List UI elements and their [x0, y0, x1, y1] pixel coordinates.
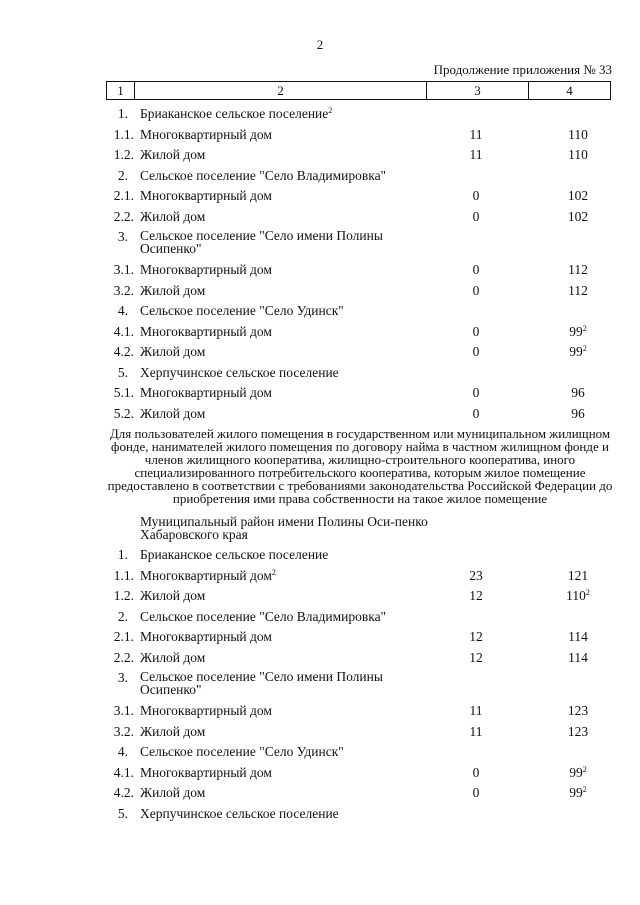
page-number: 2: [316, 37, 324, 52]
row-name-text: Жилой дом: [140, 723, 206, 739]
row-name: [140, 229, 420, 255]
row-name: [140, 744, 344, 760]
table-row: [0, 260, 640, 281]
row-name-text: Многоквартирный дом: [140, 567, 272, 583]
row-number: 1.1.: [113, 567, 134, 583]
footnote-mark: 2: [271, 567, 276, 577]
row-number: 1.: [117, 547, 128, 562]
tariff-table-body: [0, 104, 640, 824]
table-row: [0, 145, 640, 166]
value-col-4: [528, 385, 628, 401]
value-col-3: 12: [469, 588, 483, 603]
row-number: 5.2.: [113, 405, 134, 421]
value-col-4: [528, 629, 628, 645]
appendix-label: Продолжение приложения № 33: [433, 62, 612, 77]
value-col-4: [528, 765, 628, 781]
row-number: 3.: [117, 229, 128, 244]
row-number: 4.: [117, 744, 128, 759]
table-row: [0, 627, 640, 648]
row-number: 1.: [117, 106, 128, 121]
row-name-text: Сельское поселение "Село имени Полины Осипенко": [140, 228, 383, 256]
table-row: [0, 783, 640, 804]
row-name-text: Жилой дом: [140, 785, 206, 800]
value-col-4: [528, 406, 628, 422]
value-col-4: [528, 568, 628, 584]
value-col-4: [528, 209, 628, 225]
row-name: [140, 168, 386, 184]
table-row: [0, 722, 640, 743]
footnote-mark: 2: [582, 344, 587, 353]
table-row: [0, 125, 640, 146]
row-name: [140, 303, 344, 319]
row-name-text: Сельское поселение "Село Владимировка": [140, 608, 387, 624]
row-name-text: Сельское поселение "Село Владимировка": [140, 167, 387, 183]
section-row: [0, 607, 640, 628]
value-col-4-text: 112: [568, 262, 588, 277]
row-name-text: Многоквартирный дом: [140, 764, 272, 780]
row-name-text: Жилой дом: [140, 147, 206, 162]
value-col-4: [528, 344, 628, 360]
column-header-table: [106, 81, 611, 100]
footnote-mark: 2: [328, 106, 333, 115]
table-row: [0, 186, 640, 207]
row-name-text: Многоквартирный дом: [140, 262, 272, 277]
row-name: [140, 283, 205, 299]
row-number: 4.1.: [113, 764, 134, 780]
row-number: 2.1.: [113, 629, 134, 644]
row-number: 1.1.: [113, 126, 134, 142]
value-col-4-text: 99: [569, 344, 583, 359]
row-name-text: Многоквартирный дом: [140, 188, 272, 203]
row-number: 3.2.: [113, 723, 134, 739]
row-name-text: Многоквартирный дом: [140, 323, 272, 339]
column-header-4: 4: [529, 82, 611, 100]
value-col-4-text: 121: [567, 567, 589, 583]
value-col-4-text: 114: [568, 649, 588, 665]
row-name: [140, 568, 276, 584]
row-name: [140, 344, 205, 360]
value-col-4: [528, 650, 628, 666]
row-name: [140, 127, 272, 143]
column-header-3: 3: [427, 82, 529, 100]
value-col-4-text: 114: [568, 629, 588, 644]
value-col-3: 23: [469, 567, 483, 583]
column-header-1: 1: [107, 82, 135, 100]
footnote-mark: 2: [582, 764, 587, 774]
value-col-4-text: 110: [568, 147, 588, 162]
row-number: 4.1.: [113, 323, 134, 339]
value-col-3: 0: [472, 188, 480, 203]
table-row: [0, 404, 640, 425]
value-col-3: 11: [469, 147, 483, 162]
section-row: [0, 227, 640, 260]
row-name-text: Бриаканское сельское поселение: [140, 106, 329, 121]
row-name-text: Сельское поселение "Село Удинск": [140, 744, 344, 759]
value-col-4: [528, 262, 628, 278]
value-col-4-text: 110: [568, 126, 588, 142]
value-col-3: 0: [472, 262, 480, 277]
value-col-3: 0: [472, 208, 480, 224]
value-col-3: 0: [472, 344, 480, 359]
section-row: [0, 166, 640, 187]
value-col-4: [528, 188, 628, 204]
row-name: [140, 724, 205, 740]
row-number: 3.: [117, 670, 128, 685]
row-name-text: Бриаканское сельское поселение: [140, 547, 329, 562]
table-row: [0, 322, 640, 343]
section-row: [0, 104, 640, 125]
row-name-text: Многоквартирный дом: [140, 629, 272, 644]
row-number: 5.1.: [113, 385, 134, 400]
section-row: [0, 363, 640, 384]
row-number: 1.2.: [113, 147, 134, 162]
table-row: [0, 281, 640, 302]
row-name-text: Многоквартирный дом: [140, 126, 272, 142]
row-name: [140, 209, 205, 225]
row-name-text: Жилой дом: [140, 588, 206, 603]
row-number: 2.1.: [113, 188, 134, 203]
row-name: [140, 703, 272, 719]
row-number: 3.1.: [113, 703, 134, 718]
row-name-text: Жилой дом: [140, 649, 206, 665]
row-name: [140, 406, 205, 422]
row-name-text: Многоквартирный дом: [140, 703, 272, 718]
row-number: 2.2.: [113, 208, 134, 224]
value-col-4: [528, 283, 628, 299]
row-name: [140, 385, 272, 401]
table-row: [0, 342, 640, 363]
section-row: [0, 301, 640, 322]
row-number: 4.: [117, 303, 128, 318]
table-row: [0, 207, 640, 228]
row-name: [140, 106, 332, 122]
row-name: [140, 147, 205, 163]
value-col-4-text: 99: [569, 785, 583, 800]
value-col-4-text: 99: [569, 764, 583, 780]
row-name: [140, 670, 420, 696]
section-row: [0, 804, 640, 825]
row-name-text: Жилой дом: [140, 405, 206, 421]
value-col-4: [528, 324, 628, 340]
footnote-mark: 2: [582, 323, 587, 333]
row-name-text: Жилой дом: [140, 282, 206, 298]
row-number: 2.: [117, 608, 128, 624]
row-name: [140, 629, 272, 645]
value-col-4-text: 99: [569, 323, 583, 339]
row-number: 2.2.: [113, 649, 134, 665]
value-col-3: 0: [472, 785, 480, 800]
row-name: [140, 547, 328, 563]
row-name: [140, 765, 272, 781]
value-col-4-text: 102: [567, 188, 589, 203]
value-col-3: 0: [472, 323, 480, 339]
row-name: [140, 262, 272, 278]
value-col-3: 11: [469, 703, 483, 718]
value-col-3: 12: [469, 649, 483, 665]
table-row: [0, 763, 640, 784]
value-col-3: 0: [472, 282, 480, 298]
row-number: 4.2.: [113, 785, 134, 800]
section-row: [0, 742, 640, 763]
row-name: [140, 609, 386, 625]
row-name: [140, 785, 205, 801]
value-col-3: 0: [472, 764, 480, 780]
table-row: [0, 383, 640, 404]
table-row: [0, 566, 640, 587]
tariff-block-1: [0, 104, 640, 424]
value-col-4-text: 96: [571, 385, 585, 400]
value-col-4: [528, 785, 628, 801]
value-col-4-text: 123: [567, 703, 589, 718]
row-number: 5.: [117, 364, 128, 380]
row-name-text: Сельское поселение "Село имени Полины Осипенко": [140, 669, 383, 697]
value-col-3: 11: [469, 126, 483, 142]
value-col-4: [528, 703, 628, 719]
value-col-4-text: 96: [571, 405, 585, 421]
value-col-4: [528, 588, 628, 604]
row-name-text: Жилой дом: [140, 208, 206, 224]
district-heading: Муниципальный район имени Полины Оси-пенко Хабаровского края: [140, 514, 428, 542]
table-row: [0, 701, 640, 722]
value-col-4-text: 123: [567, 723, 589, 739]
section-row: [0, 668, 640, 701]
value-col-4: [528, 127, 628, 143]
column-header-2: 2: [135, 82, 427, 100]
value-col-4: [528, 724, 628, 740]
value-col-3: 11: [469, 723, 483, 739]
row-name-text: Херпучинское сельское поселение: [140, 805, 339, 821]
row-name: [140, 588, 205, 604]
value-col-3: 0: [472, 385, 480, 400]
row-number: 1.2.: [113, 588, 134, 603]
column-header-row: [107, 82, 611, 100]
value-col-3: 0: [472, 405, 480, 421]
table-row: [0, 586, 640, 607]
value-col-3: 12: [469, 629, 483, 644]
row-number: 4.2.: [113, 344, 134, 359]
value-col-4: [528, 147, 628, 163]
footnote-mark: 2: [585, 588, 590, 597]
table-row: [0, 648, 640, 669]
row-number: 3.1.: [113, 262, 134, 277]
row-name-text: Жилой дом: [140, 344, 206, 359]
value-col-4-text: 112: [568, 282, 588, 298]
row-name: [140, 365, 339, 381]
section-row: [0, 545, 640, 566]
row-name-text: Сельское поселение "Село Удинск": [140, 303, 344, 318]
row-name-text: Херпучинское сельское поселение: [140, 364, 339, 380]
consumer-category-note: Для пользователей жилого помещения в государственном или муниципальном жилищном фонде, нанимателей жилого помещения по договору найма в частном жилищном фонде и членов жилищного кооператива, жилищно-строительного кооператива, иного специализированного потребительского кооператива, которым жилое помещение предоставлено в соответствии с требованиями законодательства Российской Федерации до приобретения ими права собственности на такое жилое помещение: [107, 426, 613, 506]
row-name: [140, 188, 272, 204]
row-name-text: Многоквартирный дом: [140, 385, 272, 400]
row-number: 3.2.: [113, 282, 134, 298]
tariff-block-2: [0, 545, 640, 824]
row-name: [140, 806, 339, 822]
row-name: [140, 650, 205, 666]
value-col-4-text: 110: [566, 588, 586, 603]
row-name: [140, 324, 272, 340]
row-number: 2.: [117, 167, 128, 183]
footnote-mark: 2: [582, 785, 587, 794]
value-col-4-text: 102: [567, 208, 589, 224]
row-number: 5.: [117, 805, 128, 821]
